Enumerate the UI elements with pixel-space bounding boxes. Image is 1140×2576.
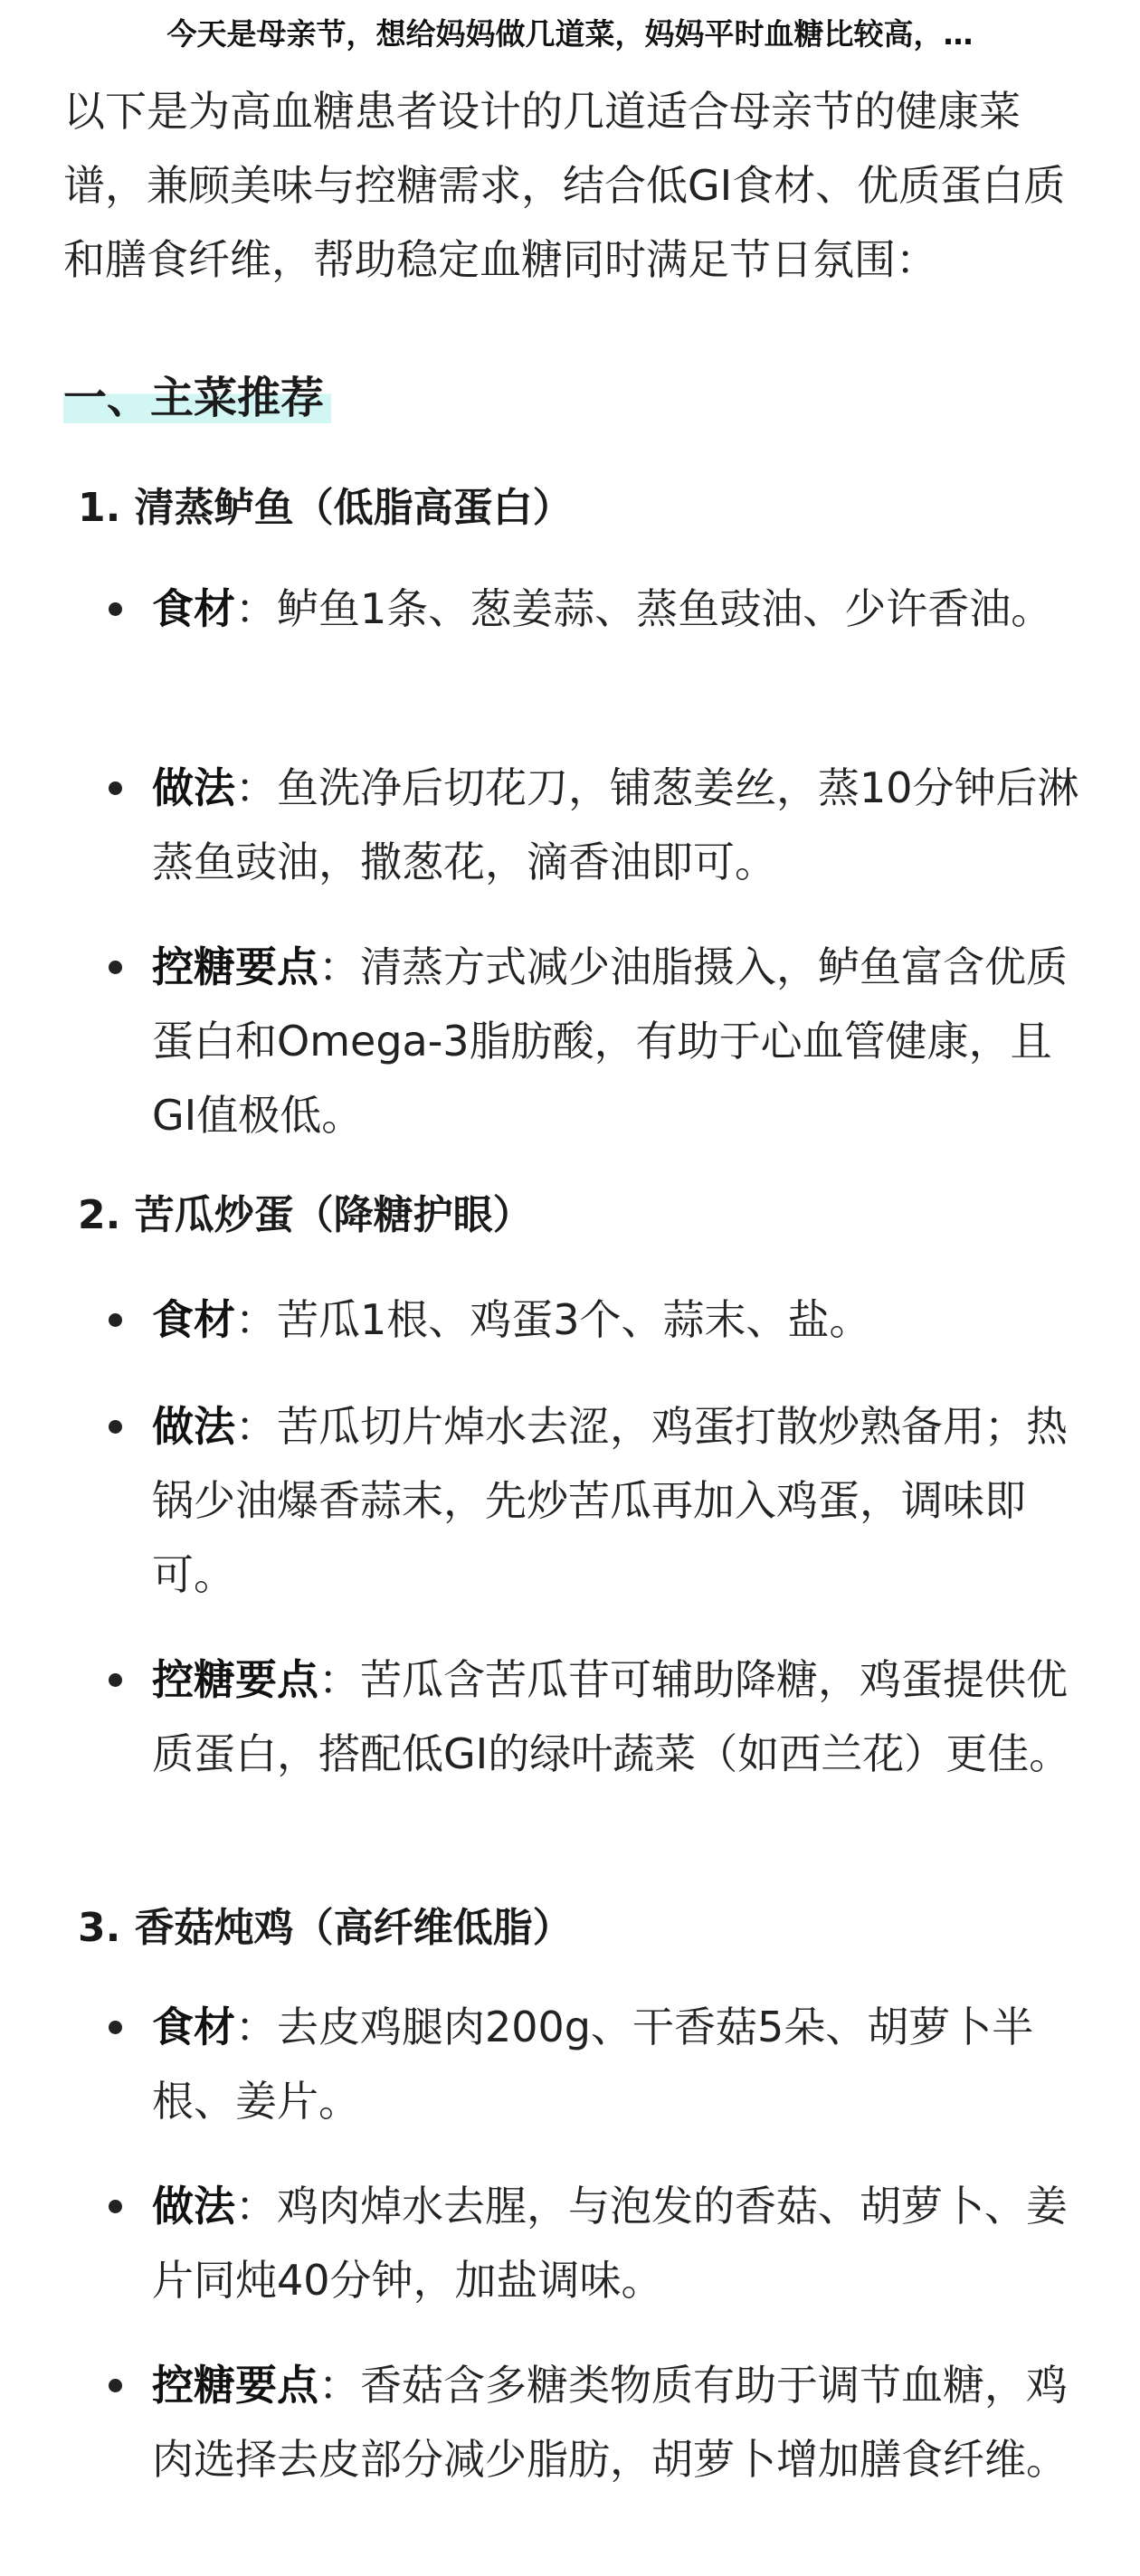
item-label: 食材 (152, 2003, 235, 2051)
bullet-dot (109, 961, 122, 974)
list-item-body (152, 2169, 1086, 2317)
item-label: 做法 (152, 2182, 235, 2230)
dish-title-mushroom-chicken: 3. 香菇炖鸡（高纤维低脂） (78, 1905, 573, 1951)
item-separator: ： (318, 1655, 360, 1704)
item-label: 控糖要点 (152, 942, 318, 991)
list-item-tips (109, 1643, 1086, 1791)
bullet-dot (109, 2379, 122, 2392)
item-separator: ： (318, 942, 360, 991)
list-item-body (152, 930, 1086, 1152)
item-separator: ： (235, 2182, 277, 2230)
list-item-ingredients (109, 1990, 1086, 2138)
list-item-ingredients (109, 1283, 1086, 1357)
item-text: 鸡肉焯水去腥，与泡发的香菇、胡萝卜、姜片同炖40分钟，加盐调味。 (152, 2182, 1068, 2305)
intro-paragraph: 以下是为高血糖患者设计的几道适合母亲节的健康菜谱，兼顾美味与控糖需求，结合低GI食材、优质蛋白质和膳食纤维，帮助稳定血糖同时满足节日氛围： (63, 87, 1066, 284)
item-separator: ： (235, 584, 277, 633)
bullet-dot (109, 2021, 122, 2034)
item-separator: ： (235, 1402, 277, 1451)
item-separator: ： (318, 2361, 360, 2410)
list-item-tips (109, 2348, 1086, 2496)
bullet-dot (109, 1673, 122, 1687)
item-separator: ： (235, 1295, 277, 1344)
item-label: 做法 (152, 1402, 235, 1451)
item-text: 鲈鱼1条、葱姜蒜、蒸鱼豉油、少许香油。 (277, 584, 1053, 633)
item-text: 鱼洗净后切花刀，铺葱姜丝，蒸10分钟后淋蒸鱼豉油，撒葱花，滴香油即可。 (152, 763, 1079, 886)
list-item-tips (109, 930, 1086, 1152)
list-item-ingredients (109, 572, 1086, 646)
user-query-title[interactable]: 今天是母亲节，想给妈妈做几道菜，妈妈平时血糖比较高，… (166, 16, 974, 52)
section-title-highlight: 一、主菜推荐 (63, 373, 331, 423)
list-item-body (152, 2348, 1086, 2496)
item-label: 控糖要点 (152, 1655, 318, 1704)
list-item-method (109, 751, 1086, 899)
list-item-body (152, 1643, 1086, 1791)
item-text: 清蒸方式减少油脂摄入，鲈鱼富含优质蛋白和Omega-3脂肪酸，有助于心血管健康，且GI值极低。 (152, 942, 1068, 1140)
bullet-dot (109, 1313, 122, 1327)
item-text: 苦瓜1根、鸡蛋3个、蒜末、盐。 (277, 1295, 871, 1344)
item-label: 控糖要点 (152, 2361, 318, 2410)
item-text: 香菇含多糖类物质有助于调节血糖，鸡肉选择去皮部分减少脂肪，胡萝卜增加膳食纤维。 (152, 2361, 1068, 2484)
item-text: 去皮鸡腿肉200g、干香菇5朵、胡萝卜半根、姜片。 (152, 2003, 1034, 2126)
item-separator: ： (235, 2003, 277, 2051)
item-separator: ： (235, 763, 277, 812)
item-label: 食材 (152, 584, 235, 633)
list-item-body (152, 1990, 1086, 2138)
list-item-method (109, 2169, 1086, 2317)
list-item-body (152, 1283, 1086, 1357)
item-text: 苦瓜含苦瓜苷可辅助降糖，鸡蛋提供优质蛋白，搭配低GI的绿叶蔬菜（如西兰花）更佳。 (152, 1655, 1071, 1778)
bullet-dot (109, 781, 122, 795)
section-title (63, 365, 331, 431)
list-item-body (152, 1389, 1086, 1612)
bullet-dot (109, 602, 122, 616)
item-text: 苦瓜切片焯水去涩，鸡蛋打散炒熟备用；热锅少油爆香蒜末，先炒苦瓜再加入鸡蛋，调味即可。 (152, 1402, 1068, 1599)
item-label: 食材 (152, 1295, 235, 1344)
item-label: 做法 (152, 763, 235, 812)
list-item-body (152, 751, 1086, 899)
list-item-method (109, 1389, 1086, 1612)
dish-title-bitter-melon-egg: 2. 苦瓜炒蛋（降糖护眼） (78, 1192, 533, 1238)
list-item-body (152, 572, 1086, 646)
bullet-dot (109, 2200, 122, 2213)
dish-title-steamed-perch: 1. 清蒸鲈鱼（低脂高蛋白） (78, 485, 573, 531)
bullet-dot (109, 1420, 122, 1434)
